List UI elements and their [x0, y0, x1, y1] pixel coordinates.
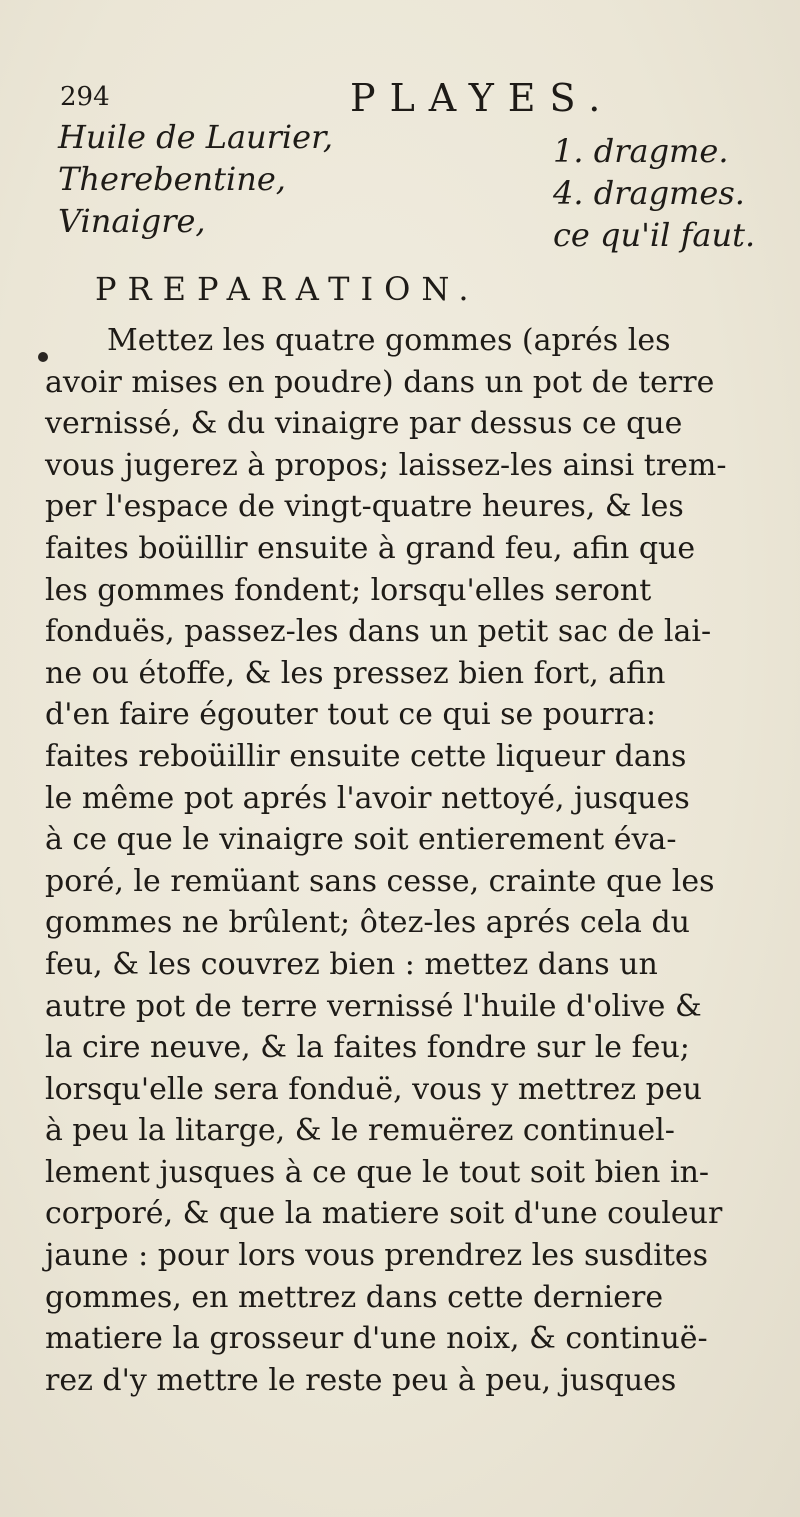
text-line: gommes, en mettrez dans cette derniere	[45, 1279, 664, 1315]
text-line: feu, & les couvrez bien : mettez dans un	[45, 946, 658, 982]
text-line: les gommes fondent; lorsqu'elles seront	[45, 572, 652, 608]
ingredient-name: Vinaigre,	[58, 202, 206, 240]
section-heading: PREPARATION.	[95, 270, 480, 308]
text-line: lement jusques à ce que le tout soit bien in-	[45, 1154, 710, 1190]
running-head	[60, 76, 760, 120]
ingredient-quantity: 1. dragme.	[553, 132, 729, 170]
text-line: rez d'y mettre le reste peu à peu, jusques	[45, 1362, 677, 1398]
text-line: à ce que le vinaigre soit entierement éva-	[45, 822, 677, 858]
text-line: d'en faire égouter tout ce qui se pourra:	[45, 697, 657, 733]
text-line: matiere la grosseur d'une noix, & continuë-	[45, 1321, 708, 1357]
body-paragraph	[45, 320, 785, 1401]
page-number: 294	[60, 82, 110, 112]
ingredient-quantity: ce qu'il faut.	[553, 216, 756, 254]
ingredient-row	[58, 202, 758, 254]
text-line: vous jugerez à propos; laissez-les ainsi trem-	[45, 447, 727, 483]
ingredient-row	[58, 160, 758, 212]
ingredient-list	[58, 118, 758, 268]
text-line: autre pot de terre vernissé l'huile d'olive &	[45, 988, 702, 1024]
text-line: Mettez les quatre gommes (aprés les	[107, 323, 671, 358]
text-line: poré, le remüant sans cesse, crainte que les	[45, 863, 715, 899]
text-line: faites reboüillir ensuite cette liqueur dans	[45, 738, 687, 774]
ingredient-quantity: 4. dragmes.	[553, 174, 745, 212]
running-title: PLAYES.	[350, 76, 615, 120]
ingredient-name: Huile de Laurier,	[58, 118, 334, 156]
text-line: vernissé, & du vinaigre par dessus ce que	[45, 406, 683, 442]
text-line: corporé, & que la matiere soit d'une couleur	[45, 1196, 723, 1232]
ingredient-row	[58, 118, 758, 170]
text-line: le même pot aprés l'avoir nettoyé, jusques	[45, 780, 690, 816]
ingredient-name: Therebentine,	[58, 160, 286, 198]
text-line: à peu la litarge, & le remuërez continuel-	[45, 1113, 675, 1149]
text-line: jaune : pour lors vous prendrez les susdites	[45, 1238, 709, 1274]
text-line: per l'espace de vingt-quatre heures, & les	[45, 489, 684, 525]
text-line: la cire neuve, & la faites fondre sur le feu;	[45, 1030, 690, 1066]
text-line: gommes ne brûlent; ôtez-les aprés cela du	[45, 905, 690, 941]
text-line: lorsqu'elle sera fonduë, vous y mettrez peu	[45, 1071, 702, 1107]
text-line: faites boüillir ensuite à grand feu, afin que	[45, 530, 696, 566]
text-line: fonduës, passez-les dans un petit sac de lai-	[45, 614, 712, 650]
text-line: ne ou étoffe, & les pressez bien fort, afin	[45, 655, 666, 691]
text-line: avoir mises en poudre) dans un pot de terre	[45, 364, 715, 400]
